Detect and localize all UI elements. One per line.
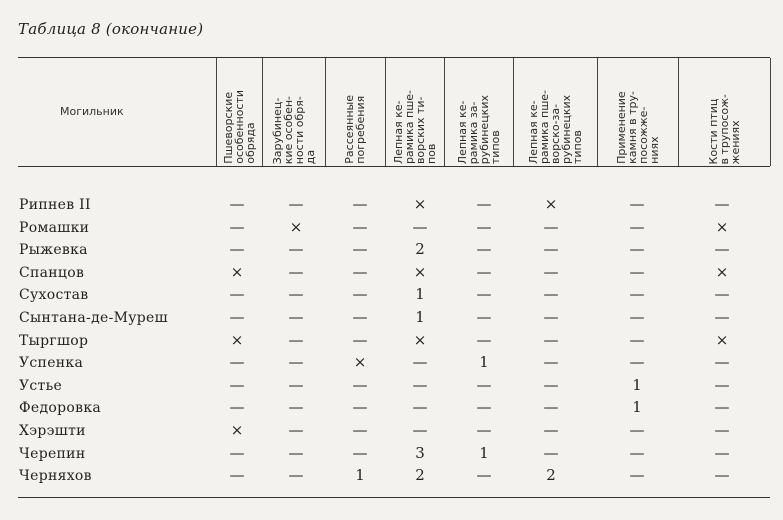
- table-rule-bottom: [18, 497, 770, 498]
- table-cell: 1: [479, 353, 489, 372]
- table-row: [0, 444, 783, 466]
- table-cell: —: [629, 466, 645, 485]
- table-cell: —: [714, 285, 730, 304]
- table-cell: —: [288, 443, 304, 462]
- table-cell: 2: [415, 466, 425, 485]
- table-cell: —: [229, 285, 245, 304]
- table-cell: —: [476, 466, 492, 485]
- site-name: Сухостав: [19, 287, 89, 304]
- column-header: [444, 60, 513, 164]
- table-cell: —: [629, 308, 645, 326]
- column-header-label: Пшеворские особенности обряда: [221, 90, 257, 164]
- table-cell: —: [629, 217, 645, 236]
- table-cell: —: [412, 398, 428, 417]
- column-header-label: Применение камня в тру- посожже- ниях: [614, 91, 661, 164]
- table-cell: —: [476, 308, 492, 326]
- table-cell: 1: [479, 443, 489, 462]
- table-cell: —: [714, 466, 730, 485]
- table-cell: ×: [413, 262, 427, 281]
- table-cell: ×: [413, 330, 427, 349]
- table-cell: —: [352, 308, 368, 326]
- table-cell: —: [714, 353, 730, 372]
- column-header-label: Зарубинец- кие особен- ности обря- да: [270, 95, 317, 164]
- table-cell: —: [629, 285, 645, 304]
- table-cell: —: [543, 217, 559, 236]
- site-name: Черепин: [19, 445, 86, 462]
- table-cell: —: [629, 353, 645, 372]
- site-name: Федоровка: [19, 400, 102, 417]
- site-name: Устье: [19, 377, 63, 394]
- table-cell: —: [229, 217, 245, 236]
- column-header: [325, 60, 385, 164]
- table-cell: —: [543, 240, 559, 259]
- table-caption: Таблица 8 (окончание): [18, 20, 204, 38]
- header-rule-top: [18, 57, 770, 58]
- table-cell: —: [352, 285, 368, 304]
- table-cell: 2: [415, 240, 425, 259]
- column-header-label: Лепная ке- рамика за- рубинецких типов: [455, 94, 502, 164]
- table-cell: —: [543, 330, 559, 349]
- table-cell: —: [352, 330, 368, 349]
- table-cell: —: [714, 195, 730, 213]
- table-cell: —: [412, 217, 428, 236]
- table-cell: —: [629, 443, 645, 462]
- table-cell: 1: [632, 375, 642, 394]
- table-cell: —: [352, 398, 368, 417]
- header-rule-bottom: [18, 166, 770, 167]
- table-cell: 1: [355, 466, 365, 485]
- table-cell: ×: [230, 262, 244, 281]
- table-cell: 2: [546, 466, 556, 485]
- table-row: [0, 240, 783, 262]
- table-cell: —: [543, 285, 559, 304]
- table-cell: —: [476, 285, 492, 304]
- table-row: [0, 376, 783, 398]
- table-cell: —: [288, 285, 304, 304]
- table-cell: —: [352, 375, 368, 394]
- column-header-label: Лепная ке- рамика пше- ворско-за- рубинецких типов: [526, 89, 584, 164]
- table-cell: —: [543, 375, 559, 394]
- table-cell: ×: [715, 330, 729, 349]
- table-row: [0, 285, 783, 307]
- site-name: Хэрэшти: [19, 423, 86, 439]
- table-cell: —: [229, 443, 245, 462]
- site-name: Рыжевка: [19, 242, 88, 259]
- table-row: [0, 218, 783, 240]
- table-cell: —: [412, 353, 428, 372]
- table-cell: —: [288, 262, 304, 281]
- column-header: [513, 60, 597, 164]
- column-divider: [770, 58, 771, 166]
- table-cell: —: [352, 443, 368, 462]
- table-cell: —: [629, 195, 645, 213]
- table-cell: —: [629, 262, 645, 281]
- site-name: Рипнев II: [19, 197, 91, 213]
- table-cell: —: [543, 308, 559, 326]
- table-cell: —: [476, 330, 492, 349]
- site-name: Спанцов: [19, 264, 85, 281]
- column-header-label: Рассеянные погребения: [343, 95, 367, 164]
- table-cell: —: [543, 398, 559, 417]
- table-cell: —: [476, 195, 492, 213]
- table-row: [0, 466, 783, 488]
- table-row: [0, 331, 783, 353]
- table-cell: ×: [353, 353, 367, 372]
- column-header: [385, 60, 444, 164]
- site-name: Успенка: [19, 355, 84, 372]
- table-cell: ×: [289, 217, 303, 236]
- table-cell: —: [476, 217, 492, 236]
- column-header: [678, 60, 770, 164]
- table-cell: —: [288, 330, 304, 349]
- table-cell: —: [476, 262, 492, 281]
- table-cell: —: [229, 353, 245, 372]
- table-cell: 3: [415, 443, 425, 462]
- table-cell: 1: [632, 398, 642, 417]
- table-cell: —: [229, 398, 245, 417]
- table-cell: 1: [415, 285, 425, 304]
- table-cell: —: [714, 308, 730, 326]
- table-cell: —: [543, 353, 559, 372]
- table-cell: —: [476, 398, 492, 417]
- table-cell: —: [714, 398, 730, 417]
- table-cell: —: [352, 421, 368, 439]
- table-cell: —: [476, 421, 492, 439]
- table-cell: —: [352, 262, 368, 281]
- table-cell: —: [714, 421, 730, 439]
- site-name: Черняхов: [19, 468, 92, 485]
- site-name: Ромашки: [19, 219, 90, 236]
- table-cell: —: [288, 466, 304, 485]
- table-cell: —: [229, 466, 245, 485]
- table-cell: —: [288, 375, 304, 394]
- column-header: [262, 60, 325, 164]
- site-name: Сынтана-де-Муреш: [19, 310, 168, 326]
- table-cell: —: [412, 375, 428, 394]
- table-cell: —: [288, 421, 304, 439]
- table-cell: —: [476, 240, 492, 259]
- table-row: [0, 195, 783, 217]
- table-cell: ×: [413, 195, 427, 213]
- table-cell: —: [714, 375, 730, 394]
- table-cell: —: [288, 308, 304, 326]
- table-cell: —: [543, 443, 559, 462]
- table-cell: —: [714, 240, 730, 259]
- table-cell: ×: [230, 330, 244, 349]
- table-cell: —: [543, 421, 559, 439]
- table-cell: —: [229, 308, 245, 326]
- column-header-label: Кости птиц в трупосож- жениях: [706, 93, 742, 164]
- table-cell: —: [288, 240, 304, 259]
- site-name: Тыргшор: [19, 332, 89, 349]
- table-cell: —: [476, 375, 492, 394]
- column-header-label: Лепная ке- рамика пше- ворских ти- пов: [391, 89, 438, 164]
- table-cell: —: [543, 262, 559, 281]
- table-row: [0, 421, 783, 443]
- table-cell: —: [412, 421, 428, 439]
- table-row: [0, 398, 783, 420]
- table-cell: ×: [230, 421, 244, 439]
- table-cell: ×: [715, 217, 729, 236]
- table-row: [0, 308, 783, 330]
- table-cell: —: [288, 195, 304, 213]
- table-cell: —: [629, 330, 645, 349]
- table-cell: —: [352, 195, 368, 213]
- table-cell: —: [629, 240, 645, 259]
- table-cell: ×: [715, 262, 729, 281]
- table-cell: —: [229, 195, 245, 213]
- table-cell: —: [288, 398, 304, 417]
- table-row: [0, 353, 783, 375]
- table-cell: —: [352, 217, 368, 236]
- table-cell: —: [229, 375, 245, 394]
- table-cell: —: [229, 240, 245, 259]
- stub-header: Могильник: [60, 105, 124, 118]
- column-header: [216, 60, 262, 164]
- table-cell: ×: [544, 195, 558, 213]
- table-cell: —: [629, 421, 645, 439]
- table-cell: 1: [415, 308, 425, 326]
- table-cell: —: [352, 240, 368, 259]
- table-cell: —: [714, 443, 730, 462]
- column-header: [597, 60, 678, 164]
- table-cell: —: [288, 353, 304, 372]
- table-row: [0, 263, 783, 285]
